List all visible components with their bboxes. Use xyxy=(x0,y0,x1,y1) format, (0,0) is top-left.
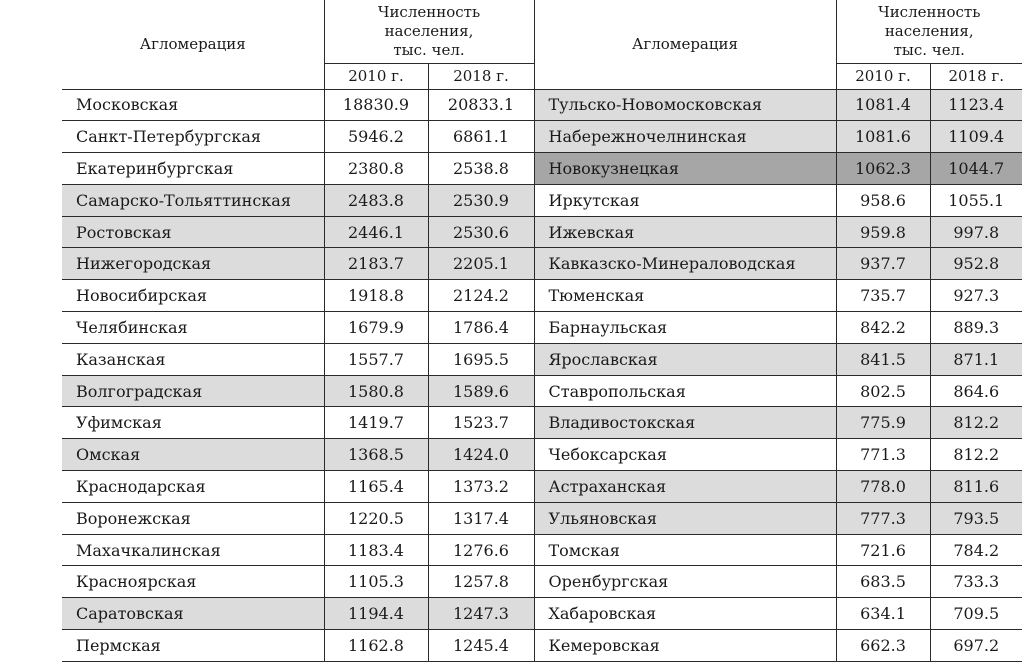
population-2010-left: 1557.7 xyxy=(324,343,428,375)
table-row xyxy=(62,471,1022,503)
population-2018-left: 1424.0 xyxy=(428,439,534,471)
agglomeration-name-right: Тульско-Новомосковская xyxy=(534,89,836,121)
population-2018-left: 1523.7 xyxy=(428,407,534,439)
population-2018-right: 1055.1 xyxy=(930,184,1022,216)
population-2018-left: 6861.1 xyxy=(428,121,534,153)
population-2010-right: 1081.6 xyxy=(836,121,930,153)
agglomeration-name-right: Ижевская xyxy=(534,216,836,248)
header-population-right xyxy=(836,0,1022,63)
population-2018-right: 793.5 xyxy=(930,502,1022,534)
population-2018-right: 733.3 xyxy=(930,566,1022,598)
population-2018-right: 889.3 xyxy=(930,312,1022,344)
population-2018-right: 1123.4 xyxy=(930,89,1022,121)
population-2010-left: 1419.7 xyxy=(324,407,428,439)
table-row xyxy=(62,439,1022,471)
population-2010-left: 2483.8 xyxy=(324,184,428,216)
agglomeration-name-right: Ярославская xyxy=(534,343,836,375)
population-2018-right: 812.2 xyxy=(930,439,1022,471)
table-row xyxy=(62,184,1022,216)
agglomeration-name-right: Ставропольская xyxy=(534,375,836,407)
population-2018-left: 1786.4 xyxy=(428,312,534,344)
population-2010-left: 1918.8 xyxy=(324,280,428,312)
agglomeration-name-left: Самарско-Тольяттинская xyxy=(62,184,324,216)
population-2010-right: 802.5 xyxy=(836,375,930,407)
population-2018-right: 952.8 xyxy=(930,248,1022,280)
population-2010-right: 662.3 xyxy=(836,630,930,662)
agglomeration-name-left: Краснодарская xyxy=(62,471,324,503)
population-2018-left: 2124.2 xyxy=(428,280,534,312)
agglomeration-population-table xyxy=(62,0,1022,662)
population-2010-right: 937.7 xyxy=(836,248,930,280)
population-2018-right: 709.5 xyxy=(930,598,1022,630)
agglomeration-name-left: Новосибирская xyxy=(62,280,324,312)
population-2010-left: 18830.9 xyxy=(324,89,428,121)
population-2018-right: 927.3 xyxy=(930,280,1022,312)
agglomeration-name-right: Набережночелнинская xyxy=(534,121,836,153)
population-2018-left: 1257.8 xyxy=(428,566,534,598)
table-row xyxy=(62,566,1022,598)
agglomeration-name-right: Тюменская xyxy=(534,280,836,312)
table-row xyxy=(62,343,1022,375)
table-row xyxy=(62,280,1022,312)
population-2010-right: 735.7 xyxy=(836,280,930,312)
header-agglomeration-left: Агломерация xyxy=(62,0,324,89)
population-2010-right: 778.0 xyxy=(836,471,930,503)
population-2018-right: 1109.4 xyxy=(930,121,1022,153)
agglomeration-name-right: Кемеровская xyxy=(534,630,836,662)
agglomeration-name-right: Хабаровская xyxy=(534,598,836,630)
agglomeration-name-right: Оренбургская xyxy=(534,566,836,598)
table-row xyxy=(62,89,1022,121)
agglomeration-name-left: Волгоградская xyxy=(62,375,324,407)
population-2018-left: 1247.3 xyxy=(428,598,534,630)
population-2010-left: 2446.1 xyxy=(324,216,428,248)
agglomeration-name-right: Томская xyxy=(534,534,836,566)
header-population-right-text: Численность населения, тыс. чел. xyxy=(878,2,981,59)
population-2010-right: 777.3 xyxy=(836,502,930,534)
agglomeration-name-right: Астраханская xyxy=(534,471,836,503)
agglomeration-name-left: Нижегородская xyxy=(62,248,324,280)
agglomeration-name-left: Пермская xyxy=(62,630,324,662)
population-2010-left: 1162.8 xyxy=(324,630,428,662)
population-2010-left: 1368.5 xyxy=(324,439,428,471)
population-2010-left: 1679.9 xyxy=(324,312,428,344)
population-2018-left: 1276.6 xyxy=(428,534,534,566)
population-2018-left: 1589.6 xyxy=(428,375,534,407)
header-population-left xyxy=(324,0,534,63)
population-2018-right: 697.2 xyxy=(930,630,1022,662)
agglomeration-name-left: Челябинская xyxy=(62,312,324,344)
table-row xyxy=(62,502,1022,534)
table-row xyxy=(62,375,1022,407)
population-2018-left: 2530.9 xyxy=(428,184,534,216)
agglomeration-name-right: Новокузнецкая xyxy=(534,153,836,185)
population-2010-right: 683.5 xyxy=(836,566,930,598)
population-2010-left: 1220.5 xyxy=(324,502,428,534)
population-2018-right: 811.6 xyxy=(930,471,1022,503)
population-2010-left: 2183.7 xyxy=(324,248,428,280)
agglomeration-name-left: Махачкалинская xyxy=(62,534,324,566)
agglomeration-name-left: Санкт-Петербургская xyxy=(62,121,324,153)
table-row xyxy=(62,216,1022,248)
header-year-2010-left: 2010 г. xyxy=(324,63,428,89)
population-2010-left: 2380.8 xyxy=(324,153,428,185)
population-2010-left: 1105.3 xyxy=(324,566,428,598)
population-2010-left: 1580.8 xyxy=(324,375,428,407)
table-row xyxy=(62,630,1022,662)
agglomeration-name-left: Уфимская xyxy=(62,407,324,439)
population-2010-left: 1183.4 xyxy=(324,534,428,566)
population-2010-right: 721.6 xyxy=(836,534,930,566)
header-year-2018-right: 2018 г. xyxy=(930,63,1022,89)
population-2018-left: 1373.2 xyxy=(428,471,534,503)
population-2010-right: 771.3 xyxy=(836,439,930,471)
table-row xyxy=(62,598,1022,630)
population-2010-right: 1081.4 xyxy=(836,89,930,121)
population-2010-right: 1062.3 xyxy=(836,153,930,185)
population-2018-right: 997.8 xyxy=(930,216,1022,248)
population-2018-left: 2538.8 xyxy=(428,153,534,185)
population-2018-left: 1317.4 xyxy=(428,502,534,534)
population-2018-left: 2205.1 xyxy=(428,248,534,280)
agglomeration-name-right: Барнаульская xyxy=(534,312,836,344)
agglomeration-name-left: Воронежская xyxy=(62,502,324,534)
header-population-left-text: Численность населения, тыс. чел. xyxy=(377,2,481,59)
population-2010-left: 1194.4 xyxy=(324,598,428,630)
population-2018-left: 1695.5 xyxy=(428,343,534,375)
table-row xyxy=(62,312,1022,344)
table-row xyxy=(62,407,1022,439)
table-body xyxy=(62,89,1022,661)
table-row xyxy=(62,534,1022,566)
population-2018-left: 2530.6 xyxy=(428,216,534,248)
population-2018-right: 784.2 xyxy=(930,534,1022,566)
population-2010-right: 775.9 xyxy=(836,407,930,439)
population-2010-right: 841.5 xyxy=(836,343,930,375)
agglomeration-name-left: Екатеринбургская xyxy=(62,153,324,185)
agglomeration-name-left: Саратовская xyxy=(62,598,324,630)
agglomeration-name-right: Иркутская xyxy=(534,184,836,216)
agglomeration-name-right: Кавказско-Минераловодская xyxy=(534,248,836,280)
population-2010-left: 5946.2 xyxy=(324,121,428,153)
population-2018-left: 1245.4 xyxy=(428,630,534,662)
population-2010-right: 958.6 xyxy=(836,184,930,216)
agglomeration-name-right: Ульяновская xyxy=(534,502,836,534)
population-2010-right: 634.1 xyxy=(836,598,930,630)
agglomeration-name-left: Красноярская xyxy=(62,566,324,598)
table-row xyxy=(62,121,1022,153)
population-2018-right: 812.2 xyxy=(930,407,1022,439)
population-2010-left: 1165.4 xyxy=(324,471,428,503)
header-year-2010-right: 2010 г. xyxy=(836,63,930,89)
agglomeration-name-left: Казанская xyxy=(62,343,324,375)
table-row xyxy=(62,153,1022,185)
agglomeration-name-left: Омская xyxy=(62,439,324,471)
agglomeration-name-left: Московская xyxy=(62,89,324,121)
population-2018-right: 864.6 xyxy=(930,375,1022,407)
population-2018-right: 871.1 xyxy=(930,343,1022,375)
population-2018-left: 20833.1 xyxy=(428,89,534,121)
agglomeration-name-right: Владивостокская xyxy=(534,407,836,439)
population-2018-right: 1044.7 xyxy=(930,153,1022,185)
agglomeration-name-right: Чебоксарская xyxy=(534,439,836,471)
header-year-2018-left: 2018 г. xyxy=(428,63,534,89)
population-2010-right: 842.2 xyxy=(836,312,930,344)
table-row xyxy=(62,248,1022,280)
population-2010-right: 959.8 xyxy=(836,216,930,248)
agglomeration-name-left: Ростовская xyxy=(62,216,324,248)
header-agglomeration-right: Агломерация xyxy=(534,0,836,89)
